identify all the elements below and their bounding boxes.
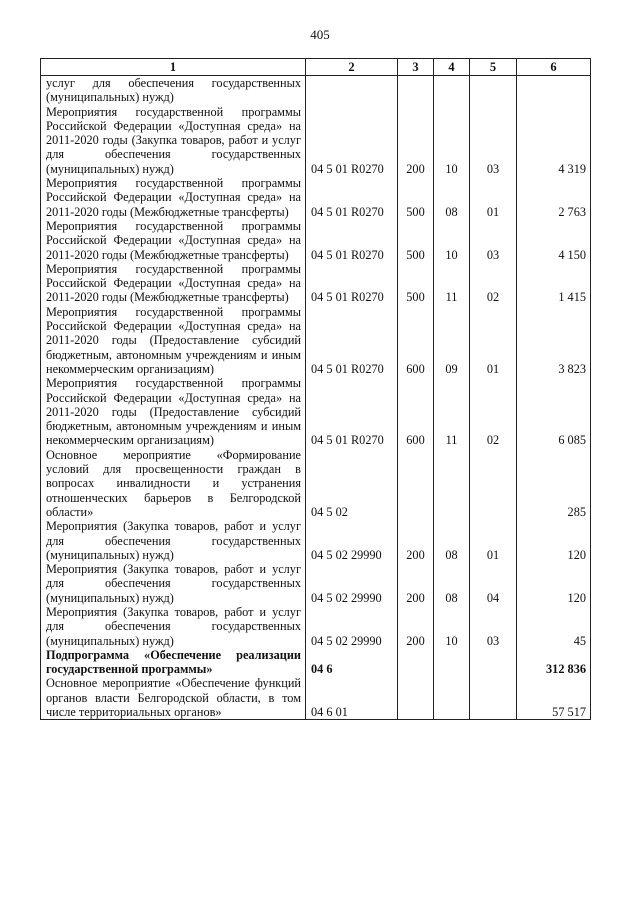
row-col5: 03 bbox=[470, 219, 517, 262]
row-col4: 08 bbox=[434, 519, 470, 562]
header-col-2: 2 bbox=[306, 59, 398, 76]
row-col5: 04 bbox=[470, 562, 517, 605]
row-col5: 02 bbox=[470, 376, 517, 447]
row-name: услуг для обеспечения государственных (муниципальных) нужд) bbox=[41, 76, 306, 105]
row-col5 bbox=[470, 448, 517, 519]
row-amount: 4 150 bbox=[517, 219, 591, 262]
row-col5 bbox=[470, 76, 517, 105]
row-col5: 02 bbox=[470, 262, 517, 305]
row-col3 bbox=[398, 648, 434, 677]
row-name: Мероприятия государственной программы Российской Федерации «Доступная среда» на 2011-2020 годы (Предоставление субсидий бюджетным, автономным учреждениям и иным некоммерческим организациям) bbox=[41, 376, 306, 447]
row-col4: 11 bbox=[434, 262, 470, 305]
header-col-1: 1 bbox=[41, 59, 306, 76]
row-col3: 500 bbox=[398, 219, 434, 262]
row-code: 04 5 01 R0270 bbox=[306, 376, 398, 447]
row-col3: 200 bbox=[398, 519, 434, 562]
row-col4: 08 bbox=[434, 562, 470, 605]
row-amount bbox=[517, 76, 591, 105]
row-amount: 120 bbox=[517, 519, 591, 562]
table-row bbox=[41, 519, 591, 562]
row-code: 04 6 01 bbox=[306, 676, 398, 719]
table-row bbox=[41, 376, 591, 447]
row-code: 04 5 01 R0270 bbox=[306, 176, 398, 219]
row-name: Мероприятия государственной программы Российской Федерации «Доступная среда» на 2011-2020 годы (Межбюджетные трансферты) bbox=[41, 262, 306, 305]
row-name: Мероприятия (Закупка товаров, работ и услуг для обеспечения государственных (муниципальных) нужд) bbox=[41, 519, 306, 562]
row-col3: 500 bbox=[398, 262, 434, 305]
row-amount: 3 823 bbox=[517, 305, 591, 376]
row-code bbox=[306, 76, 398, 105]
row-amount: 57 517 bbox=[517, 676, 591, 719]
row-col3 bbox=[398, 448, 434, 519]
row-name: Основное мероприятие «Формирование условий для просвещенности граждан в вопросах инвалидности и устранения отношенческих барьеров в Белгородской области» bbox=[41, 448, 306, 519]
row-col4 bbox=[434, 676, 470, 719]
row-col5: 03 bbox=[470, 105, 517, 176]
row-amount: 4 319 bbox=[517, 105, 591, 176]
row-col3: 500 bbox=[398, 176, 434, 219]
row-code: 04 5 02 bbox=[306, 448, 398, 519]
row-col5: 01 bbox=[470, 305, 517, 376]
table-header-row bbox=[41, 59, 591, 76]
row-amount: 2 763 bbox=[517, 176, 591, 219]
row-code: 04 5 01 R0270 bbox=[306, 219, 398, 262]
row-col5 bbox=[470, 676, 517, 719]
table-row bbox=[41, 219, 591, 262]
row-col4: 09 bbox=[434, 305, 470, 376]
row-code: 04 6 bbox=[306, 648, 398, 677]
row-name: Мероприятия государственной программы Российской Федерации «Доступная среда» на 2011-2020 годы (Предоставление субсидий бюджетным, автономным учреждениям и иным некоммерческим организациям) bbox=[41, 305, 306, 376]
table-row bbox=[41, 605, 591, 648]
row-name: Мероприятия (Закупка товаров, работ и услуг для обеспечения государственных (муниципальных) нужд) bbox=[41, 605, 306, 648]
row-name: Мероприятия государственной программы Российской Федерации «Доступная среда» на 2011-2020 годы (Закупка товаров, работ и услуг для обеспечения государственных (муниципальных) нужд) bbox=[41, 105, 306, 176]
row-code: 04 5 02 29990 bbox=[306, 605, 398, 648]
header-col-3: 3 bbox=[398, 59, 434, 76]
table-row bbox=[41, 76, 591, 105]
row-name: Подпрограмма «Обеспечение реализации государственной программы» bbox=[41, 648, 306, 677]
table-row bbox=[41, 305, 591, 376]
row-code: 04 5 02 29990 bbox=[306, 562, 398, 605]
budget-table bbox=[40, 58, 591, 720]
row-col4 bbox=[434, 648, 470, 677]
row-amount: 120 bbox=[517, 562, 591, 605]
row-col3: 600 bbox=[398, 376, 434, 447]
table-row bbox=[41, 262, 591, 305]
row-name: Мероприятия государственной программы Российской Федерации «Доступная среда» на 2011-2020 годы (Межбюджетные трансферты) bbox=[41, 219, 306, 262]
row-col3 bbox=[398, 676, 434, 719]
row-col3: 600 bbox=[398, 305, 434, 376]
row-col5: 01 bbox=[470, 519, 517, 562]
row-col4: 11 bbox=[434, 376, 470, 447]
row-col4 bbox=[434, 448, 470, 519]
row-amount: 6 085 bbox=[517, 376, 591, 447]
row-col4 bbox=[434, 76, 470, 105]
row-code: 04 5 01 R0270 bbox=[306, 105, 398, 176]
table-row bbox=[41, 176, 591, 219]
row-amount: 45 bbox=[517, 605, 591, 648]
header-col-6: 6 bbox=[517, 59, 591, 76]
row-col5 bbox=[470, 648, 517, 677]
row-code: 04 5 02 29990 bbox=[306, 519, 398, 562]
table-row bbox=[41, 676, 591, 719]
row-amount: 1 415 bbox=[517, 262, 591, 305]
row-col5: 03 bbox=[470, 605, 517, 648]
row-col3: 200 bbox=[398, 605, 434, 648]
page-number: 405 bbox=[310, 27, 330, 42]
row-col3: 200 bbox=[398, 105, 434, 176]
row-col4: 10 bbox=[434, 105, 470, 176]
table-row-subprogram bbox=[41, 648, 591, 677]
row-col3: 200 bbox=[398, 562, 434, 605]
row-code: 04 5 01 R0270 bbox=[306, 262, 398, 305]
row-col3 bbox=[398, 76, 434, 105]
row-col4: 10 bbox=[434, 219, 470, 262]
row-name: Мероприятия (Закупка товаров, работ и услуг для обеспечения государственных (муниципальных) нужд) bbox=[41, 562, 306, 605]
row-amount: 312 836 bbox=[517, 648, 591, 677]
table-row bbox=[41, 562, 591, 605]
row-col4: 10 bbox=[434, 605, 470, 648]
row-name: Основное мероприятие «Обеспечение функций органов власти Белгородской области, в том числе территориальных органов» bbox=[41, 676, 306, 719]
row-amount: 285 bbox=[517, 448, 591, 519]
row-col4: 08 bbox=[434, 176, 470, 219]
header-col-4: 4 bbox=[434, 59, 470, 76]
header-col-5: 5 bbox=[470, 59, 517, 76]
row-code: 04 5 01 R0270 bbox=[306, 305, 398, 376]
table-row bbox=[41, 448, 591, 519]
row-name: Мероприятия государственной программы Российской Федерации «Доступная среда» на 2011-2020 годы (Межбюджетные трансферты) bbox=[41, 176, 306, 219]
row-col5: 01 bbox=[470, 176, 517, 219]
table-row bbox=[41, 105, 591, 176]
